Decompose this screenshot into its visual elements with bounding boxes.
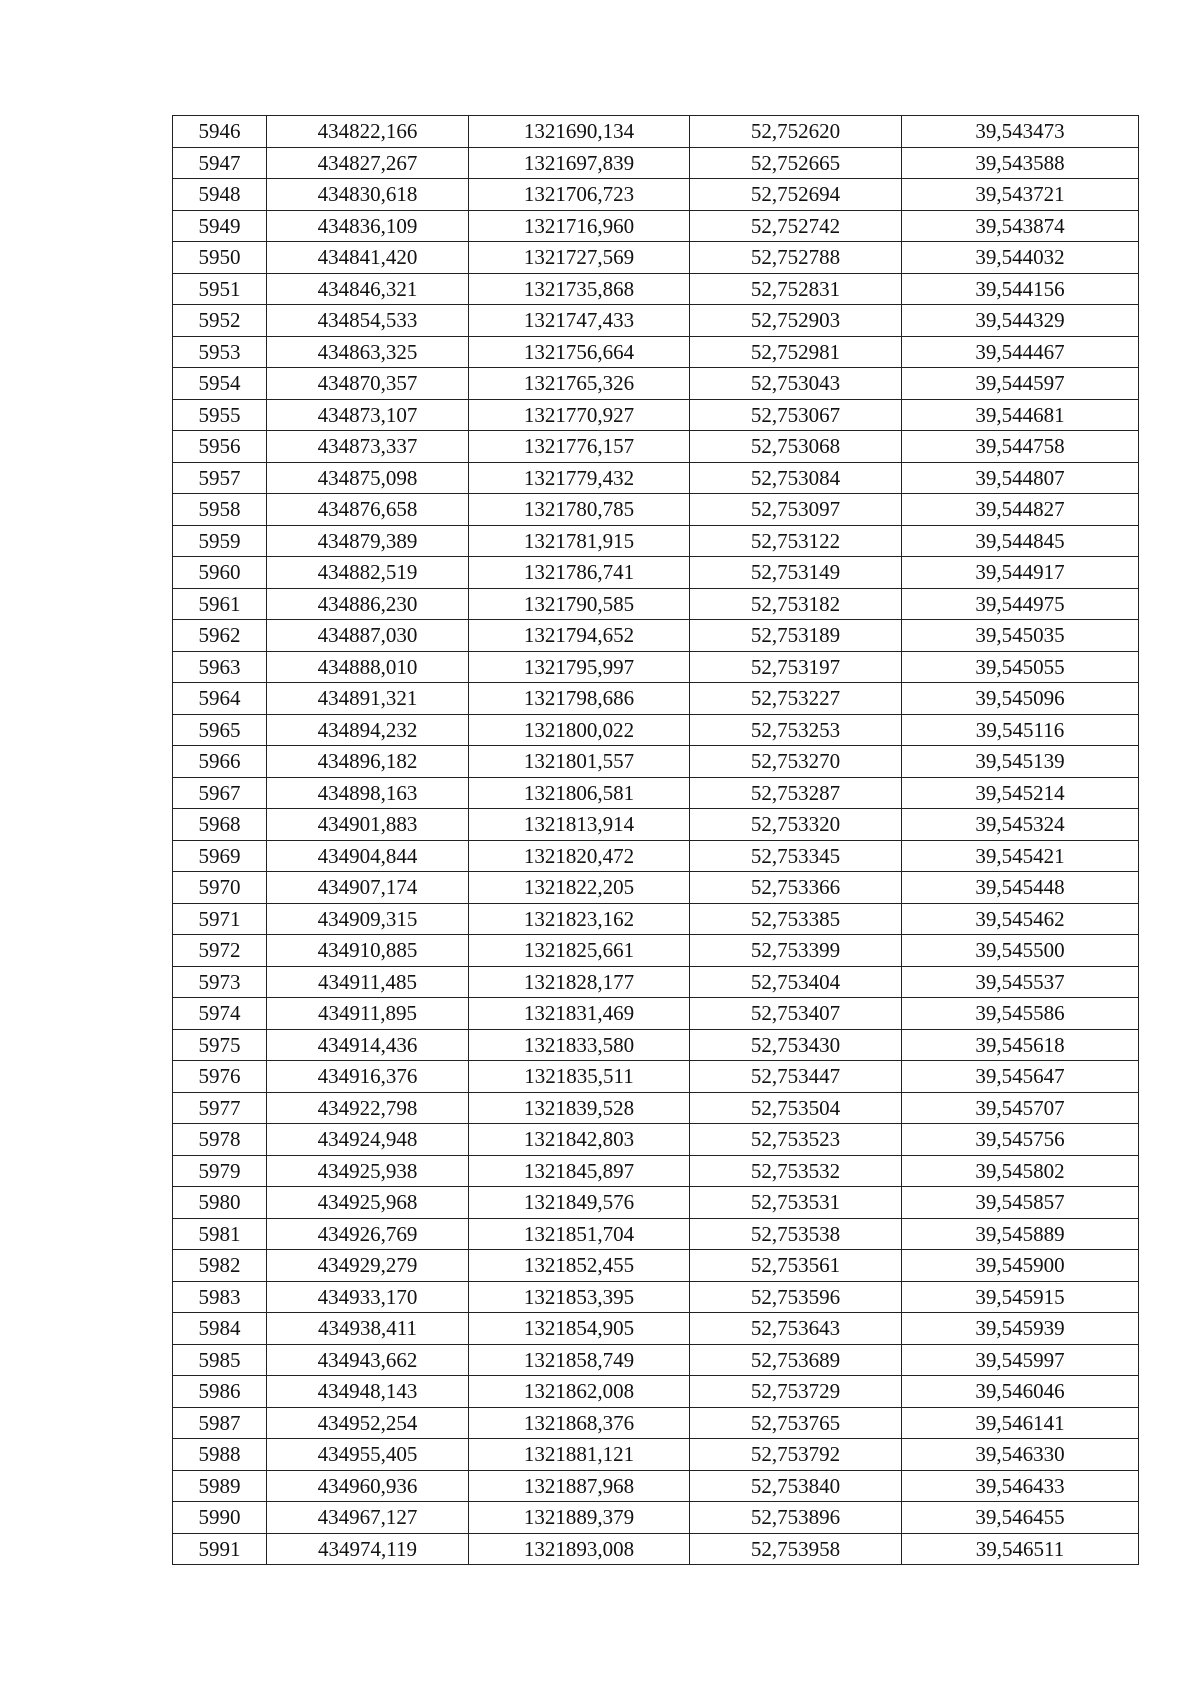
latitude-cell: 52,753523 — [690, 1124, 902, 1156]
x-coordinate-cell: 434974,119 — [267, 1533, 469, 1565]
y-coordinate-cell: 1321690,134 — [469, 116, 690, 148]
y-coordinate-cell: 1321781,915 — [469, 525, 690, 557]
x-coordinate-cell: 434894,232 — [267, 714, 469, 746]
table-row — [173, 147, 1139, 179]
latitude-cell: 52,753097 — [690, 494, 902, 526]
table-row — [173, 714, 1139, 746]
table-row — [173, 966, 1139, 998]
y-coordinate-cell: 1321806,581 — [469, 777, 690, 809]
point-number-cell: 5950 — [173, 242, 267, 274]
table-row — [173, 872, 1139, 904]
x-coordinate-cell: 434924,948 — [267, 1124, 469, 1156]
table-row — [173, 336, 1139, 368]
table-row — [173, 1061, 1139, 1093]
longitude-cell: 39,545997 — [902, 1344, 1139, 1376]
table-row — [173, 840, 1139, 872]
table-row — [173, 1313, 1139, 1345]
y-coordinate-cell: 1321813,914 — [469, 809, 690, 841]
y-coordinate-cell: 1321833,580 — [469, 1029, 690, 1061]
longitude-cell: 39,545915 — [902, 1281, 1139, 1313]
x-coordinate-cell: 434952,254 — [267, 1407, 469, 1439]
x-coordinate-cell: 434896,182 — [267, 746, 469, 778]
table-row — [173, 525, 1139, 557]
x-coordinate-cell: 434911,895 — [267, 998, 469, 1030]
y-coordinate-cell: 1321887,968 — [469, 1470, 690, 1502]
latitude-cell: 52,753532 — [690, 1155, 902, 1187]
y-coordinate-cell: 1321735,868 — [469, 273, 690, 305]
point-number-cell: 5963 — [173, 651, 267, 683]
table-row — [173, 210, 1139, 242]
x-coordinate-cell: 434911,485 — [267, 966, 469, 998]
point-number-cell: 5982 — [173, 1250, 267, 1282]
longitude-cell: 39,544467 — [902, 336, 1139, 368]
x-coordinate-cell: 434841,420 — [267, 242, 469, 274]
longitude-cell: 39,545939 — [902, 1313, 1139, 1345]
latitude-cell: 52,753447 — [690, 1061, 902, 1093]
latitude-cell: 52,753404 — [690, 966, 902, 998]
point-number-cell: 5972 — [173, 935, 267, 967]
x-coordinate-cell: 434882,519 — [267, 557, 469, 589]
latitude-cell: 52,752742 — [690, 210, 902, 242]
x-coordinate-cell: 434948,143 — [267, 1376, 469, 1408]
x-coordinate-cell: 434909,315 — [267, 903, 469, 935]
point-number-cell: 5948 — [173, 179, 267, 211]
longitude-cell: 39,543721 — [902, 179, 1139, 211]
longitude-cell: 39,545096 — [902, 683, 1139, 715]
table-row — [173, 1502, 1139, 1534]
point-number-cell: 5949 — [173, 210, 267, 242]
longitude-cell: 39,545647 — [902, 1061, 1139, 1093]
y-coordinate-cell: 1321862,008 — [469, 1376, 690, 1408]
longitude-cell: 39,545035 — [902, 620, 1139, 652]
latitude-cell: 52,753084 — [690, 462, 902, 494]
longitude-cell: 39,545116 — [902, 714, 1139, 746]
y-coordinate-cell: 1321851,704 — [469, 1218, 690, 1250]
longitude-cell: 39,543473 — [902, 116, 1139, 148]
longitude-cell: 39,545421 — [902, 840, 1139, 872]
longitude-cell: 39,545324 — [902, 809, 1139, 841]
longitude-cell: 39,546141 — [902, 1407, 1139, 1439]
point-number-cell: 5951 — [173, 273, 267, 305]
x-coordinate-cell: 434938,411 — [267, 1313, 469, 1345]
table-row — [173, 1344, 1139, 1376]
latitude-cell: 52,753538 — [690, 1218, 902, 1250]
longitude-cell: 39,545889 — [902, 1218, 1139, 1250]
longitude-cell: 39,544329 — [902, 305, 1139, 337]
latitude-cell: 52,753197 — [690, 651, 902, 683]
y-coordinate-cell: 1321747,433 — [469, 305, 690, 337]
longitude-cell: 39,546455 — [902, 1502, 1139, 1534]
latitude-cell: 52,753840 — [690, 1470, 902, 1502]
table-row — [173, 1281, 1139, 1313]
latitude-cell: 52,753122 — [690, 525, 902, 557]
y-coordinate-cell: 1321854,905 — [469, 1313, 690, 1345]
x-coordinate-cell: 434854,533 — [267, 305, 469, 337]
y-coordinate-cell: 1321790,585 — [469, 588, 690, 620]
table-row — [173, 1029, 1139, 1061]
y-coordinate-cell: 1321852,455 — [469, 1250, 690, 1282]
x-coordinate-cell: 434910,885 — [267, 935, 469, 967]
point-number-cell: 5946 — [173, 116, 267, 148]
latitude-cell: 52,753729 — [690, 1376, 902, 1408]
point-number-cell: 5974 — [173, 998, 267, 1030]
longitude-cell: 39,545055 — [902, 651, 1139, 683]
longitude-cell: 39,544032 — [902, 242, 1139, 274]
table-row — [173, 1533, 1139, 1565]
longitude-cell: 39,544597 — [902, 368, 1139, 400]
point-number-cell: 5965 — [173, 714, 267, 746]
y-coordinate-cell: 1321794,652 — [469, 620, 690, 652]
latitude-cell: 52,753270 — [690, 746, 902, 778]
latitude-cell: 52,753531 — [690, 1187, 902, 1219]
x-coordinate-cell: 434898,163 — [267, 777, 469, 809]
y-coordinate-cell: 1321780,785 — [469, 494, 690, 526]
latitude-cell: 52,752831 — [690, 273, 902, 305]
x-coordinate-cell: 434933,170 — [267, 1281, 469, 1313]
coordinates-table-body — [173, 116, 1139, 1565]
latitude-cell: 52,753149 — [690, 557, 902, 589]
x-coordinate-cell: 434863,325 — [267, 336, 469, 368]
latitude-cell: 52,753189 — [690, 620, 902, 652]
table-row — [173, 557, 1139, 589]
latitude-cell: 52,753792 — [690, 1439, 902, 1471]
longitude-cell: 39,544845 — [902, 525, 1139, 557]
table-row — [173, 1407, 1139, 1439]
longitude-cell: 39,544807 — [902, 462, 1139, 494]
point-number-cell: 5959 — [173, 525, 267, 557]
longitude-cell: 39,546046 — [902, 1376, 1139, 1408]
table-row — [173, 431, 1139, 463]
longitude-cell: 39,545900 — [902, 1250, 1139, 1282]
point-number-cell: 5986 — [173, 1376, 267, 1408]
latitude-cell: 52,753043 — [690, 368, 902, 400]
latitude-cell: 52,753430 — [690, 1029, 902, 1061]
point-number-cell: 5987 — [173, 1407, 267, 1439]
latitude-cell: 52,753407 — [690, 998, 902, 1030]
y-coordinate-cell: 1321835,511 — [469, 1061, 690, 1093]
table-row — [173, 305, 1139, 337]
table-row — [173, 494, 1139, 526]
latitude-cell: 52,753561 — [690, 1250, 902, 1282]
y-coordinate-cell: 1321845,897 — [469, 1155, 690, 1187]
longitude-cell: 39,544827 — [902, 494, 1139, 526]
y-coordinate-cell: 1321697,839 — [469, 147, 690, 179]
y-coordinate-cell: 1321822,205 — [469, 872, 690, 904]
x-coordinate-cell: 434960,936 — [267, 1470, 469, 1502]
y-coordinate-cell: 1321881,121 — [469, 1439, 690, 1471]
y-coordinate-cell: 1321858,749 — [469, 1344, 690, 1376]
x-coordinate-cell: 434886,230 — [267, 588, 469, 620]
x-coordinate-cell: 434888,010 — [267, 651, 469, 683]
latitude-cell: 52,753399 — [690, 935, 902, 967]
y-coordinate-cell: 1321770,927 — [469, 399, 690, 431]
y-coordinate-cell: 1321800,022 — [469, 714, 690, 746]
point-number-cell: 5954 — [173, 368, 267, 400]
point-number-cell: 5956 — [173, 431, 267, 463]
longitude-cell: 39,545462 — [902, 903, 1139, 935]
point-number-cell: 5964 — [173, 683, 267, 715]
longitude-cell: 39,545586 — [902, 998, 1139, 1030]
point-number-cell: 5975 — [173, 1029, 267, 1061]
point-number-cell: 5967 — [173, 777, 267, 809]
y-coordinate-cell: 1321853,395 — [469, 1281, 690, 1313]
point-number-cell: 5989 — [173, 1470, 267, 1502]
longitude-cell: 39,545537 — [902, 966, 1139, 998]
latitude-cell: 52,753765 — [690, 1407, 902, 1439]
y-coordinate-cell: 1321823,162 — [469, 903, 690, 935]
latitude-cell: 52,753958 — [690, 1533, 902, 1565]
latitude-cell: 52,753643 — [690, 1313, 902, 1345]
table-row — [173, 399, 1139, 431]
table-row — [173, 1470, 1139, 1502]
y-coordinate-cell: 1321756,664 — [469, 336, 690, 368]
point-number-cell: 5976 — [173, 1061, 267, 1093]
table-row — [173, 116, 1139, 148]
point-number-cell: 5978 — [173, 1124, 267, 1156]
x-coordinate-cell: 434914,436 — [267, 1029, 469, 1061]
latitude-cell: 52,753287 — [690, 777, 902, 809]
x-coordinate-cell: 434870,357 — [267, 368, 469, 400]
x-coordinate-cell: 434904,844 — [267, 840, 469, 872]
point-number-cell: 5958 — [173, 494, 267, 526]
x-coordinate-cell: 434926,769 — [267, 1218, 469, 1250]
point-number-cell: 5984 — [173, 1313, 267, 1345]
x-coordinate-cell: 434943,662 — [267, 1344, 469, 1376]
latitude-cell: 52,753068 — [690, 431, 902, 463]
point-number-cell: 5977 — [173, 1092, 267, 1124]
table-row — [173, 462, 1139, 494]
y-coordinate-cell: 1321786,741 — [469, 557, 690, 589]
y-coordinate-cell: 1321839,528 — [469, 1092, 690, 1124]
longitude-cell: 39,543874 — [902, 210, 1139, 242]
x-coordinate-cell: 434830,618 — [267, 179, 469, 211]
y-coordinate-cell: 1321779,432 — [469, 462, 690, 494]
x-coordinate-cell: 434822,166 — [267, 116, 469, 148]
table-row — [173, 683, 1139, 715]
point-number-cell: 5981 — [173, 1218, 267, 1250]
x-coordinate-cell: 434916,376 — [267, 1061, 469, 1093]
y-coordinate-cell: 1321727,569 — [469, 242, 690, 274]
x-coordinate-cell: 434846,321 — [267, 273, 469, 305]
x-coordinate-cell: 434901,883 — [267, 809, 469, 841]
x-coordinate-cell: 434955,405 — [267, 1439, 469, 1471]
point-number-cell: 5970 — [173, 872, 267, 904]
table-row — [173, 1187, 1139, 1219]
y-coordinate-cell: 1321868,376 — [469, 1407, 690, 1439]
point-number-cell: 5961 — [173, 588, 267, 620]
longitude-cell: 39,544758 — [902, 431, 1139, 463]
point-number-cell: 5957 — [173, 462, 267, 494]
longitude-cell: 39,545756 — [902, 1124, 1139, 1156]
y-coordinate-cell: 1321849,576 — [469, 1187, 690, 1219]
point-number-cell: 5960 — [173, 557, 267, 589]
longitude-cell: 39,544681 — [902, 399, 1139, 431]
latitude-cell: 52,752788 — [690, 242, 902, 274]
table-row — [173, 620, 1139, 652]
x-coordinate-cell: 434875,098 — [267, 462, 469, 494]
table-row — [173, 651, 1139, 683]
x-coordinate-cell: 434929,279 — [267, 1250, 469, 1282]
point-number-cell: 5968 — [173, 809, 267, 841]
point-number-cell: 5947 — [173, 147, 267, 179]
longitude-cell: 39,545139 — [902, 746, 1139, 778]
coordinates-table — [172, 115, 1139, 1565]
point-number-cell: 5983 — [173, 1281, 267, 1313]
longitude-cell: 39,545214 — [902, 777, 1139, 809]
latitude-cell: 52,753504 — [690, 1092, 902, 1124]
x-coordinate-cell: 434967,127 — [267, 1502, 469, 1534]
latitude-cell: 52,753385 — [690, 903, 902, 935]
x-coordinate-cell: 434873,107 — [267, 399, 469, 431]
latitude-cell: 52,753596 — [690, 1281, 902, 1313]
longitude-cell: 39,546511 — [902, 1533, 1139, 1565]
longitude-cell: 39,545802 — [902, 1155, 1139, 1187]
point-number-cell: 5955 — [173, 399, 267, 431]
y-coordinate-cell: 1321765,326 — [469, 368, 690, 400]
y-coordinate-cell: 1321798,686 — [469, 683, 690, 715]
longitude-cell: 39,544975 — [902, 588, 1139, 620]
longitude-cell: 39,544156 — [902, 273, 1139, 305]
point-number-cell: 5952 — [173, 305, 267, 337]
longitude-cell: 39,546330 — [902, 1439, 1139, 1471]
x-coordinate-cell: 434887,030 — [267, 620, 469, 652]
table-row — [173, 368, 1139, 400]
x-coordinate-cell: 434907,174 — [267, 872, 469, 904]
y-coordinate-cell: 1321831,469 — [469, 998, 690, 1030]
point-number-cell: 5966 — [173, 746, 267, 778]
point-number-cell: 5962 — [173, 620, 267, 652]
table-row — [173, 273, 1139, 305]
table-row — [173, 1092, 1139, 1124]
table-row — [173, 809, 1139, 841]
longitude-cell: 39,545707 — [902, 1092, 1139, 1124]
point-number-cell: 5953 — [173, 336, 267, 368]
point-number-cell: 5969 — [173, 840, 267, 872]
y-coordinate-cell: 1321828,177 — [469, 966, 690, 998]
table-row — [173, 179, 1139, 211]
table-row — [173, 1124, 1139, 1156]
longitude-cell: 39,546433 — [902, 1470, 1139, 1502]
x-coordinate-cell: 434925,968 — [267, 1187, 469, 1219]
table-row — [173, 1155, 1139, 1187]
latitude-cell: 52,753689 — [690, 1344, 902, 1376]
latitude-cell: 52,753345 — [690, 840, 902, 872]
x-coordinate-cell: 434925,938 — [267, 1155, 469, 1187]
latitude-cell: 52,752694 — [690, 179, 902, 211]
table-row — [173, 903, 1139, 935]
point-number-cell: 5980 — [173, 1187, 267, 1219]
table-row — [173, 1218, 1139, 1250]
point-number-cell: 5988 — [173, 1439, 267, 1471]
longitude-cell: 39,545448 — [902, 872, 1139, 904]
table-row — [173, 777, 1139, 809]
x-coordinate-cell: 434922,798 — [267, 1092, 469, 1124]
latitude-cell: 52,753366 — [690, 872, 902, 904]
latitude-cell: 52,752981 — [690, 336, 902, 368]
y-coordinate-cell: 1321820,472 — [469, 840, 690, 872]
y-coordinate-cell: 1321825,661 — [469, 935, 690, 967]
y-coordinate-cell: 1321842,803 — [469, 1124, 690, 1156]
latitude-cell: 52,753896 — [690, 1502, 902, 1534]
y-coordinate-cell: 1321716,960 — [469, 210, 690, 242]
table-row — [173, 935, 1139, 967]
point-number-cell: 5979 — [173, 1155, 267, 1187]
longitude-cell: 39,544917 — [902, 557, 1139, 589]
y-coordinate-cell: 1321889,379 — [469, 1502, 690, 1534]
latitude-cell: 52,753320 — [690, 809, 902, 841]
table-row — [173, 1376, 1139, 1408]
latitude-cell: 52,753227 — [690, 683, 902, 715]
point-number-cell: 5971 — [173, 903, 267, 935]
longitude-cell: 39,543588 — [902, 147, 1139, 179]
point-number-cell: 5991 — [173, 1533, 267, 1565]
latitude-cell: 52,753067 — [690, 399, 902, 431]
y-coordinate-cell: 1321893,008 — [469, 1533, 690, 1565]
latitude-cell: 52,752665 — [690, 147, 902, 179]
y-coordinate-cell: 1321706,723 — [469, 179, 690, 211]
y-coordinate-cell: 1321801,557 — [469, 746, 690, 778]
x-coordinate-cell: 434836,109 — [267, 210, 469, 242]
x-coordinate-cell: 434891,321 — [267, 683, 469, 715]
table-row — [173, 998, 1139, 1030]
longitude-cell: 39,545500 — [902, 935, 1139, 967]
y-coordinate-cell: 1321776,157 — [469, 431, 690, 463]
table-row — [173, 1439, 1139, 1471]
latitude-cell: 52,753253 — [690, 714, 902, 746]
longitude-cell: 39,545857 — [902, 1187, 1139, 1219]
table-row — [173, 1250, 1139, 1282]
point-number-cell: 5985 — [173, 1344, 267, 1376]
point-number-cell: 5973 — [173, 966, 267, 998]
x-coordinate-cell: 434876,658 — [267, 494, 469, 526]
longitude-cell: 39,545618 — [902, 1029, 1139, 1061]
table-row — [173, 242, 1139, 274]
table-row — [173, 588, 1139, 620]
latitude-cell: 52,752620 — [690, 116, 902, 148]
x-coordinate-cell: 434827,267 — [267, 147, 469, 179]
point-number-cell: 5990 — [173, 1502, 267, 1534]
latitude-cell: 52,753182 — [690, 588, 902, 620]
table-row — [173, 746, 1139, 778]
x-coordinate-cell: 434879,389 — [267, 525, 469, 557]
x-coordinate-cell: 434873,337 — [267, 431, 469, 463]
y-coordinate-cell: 1321795,997 — [469, 651, 690, 683]
latitude-cell: 52,752903 — [690, 305, 902, 337]
